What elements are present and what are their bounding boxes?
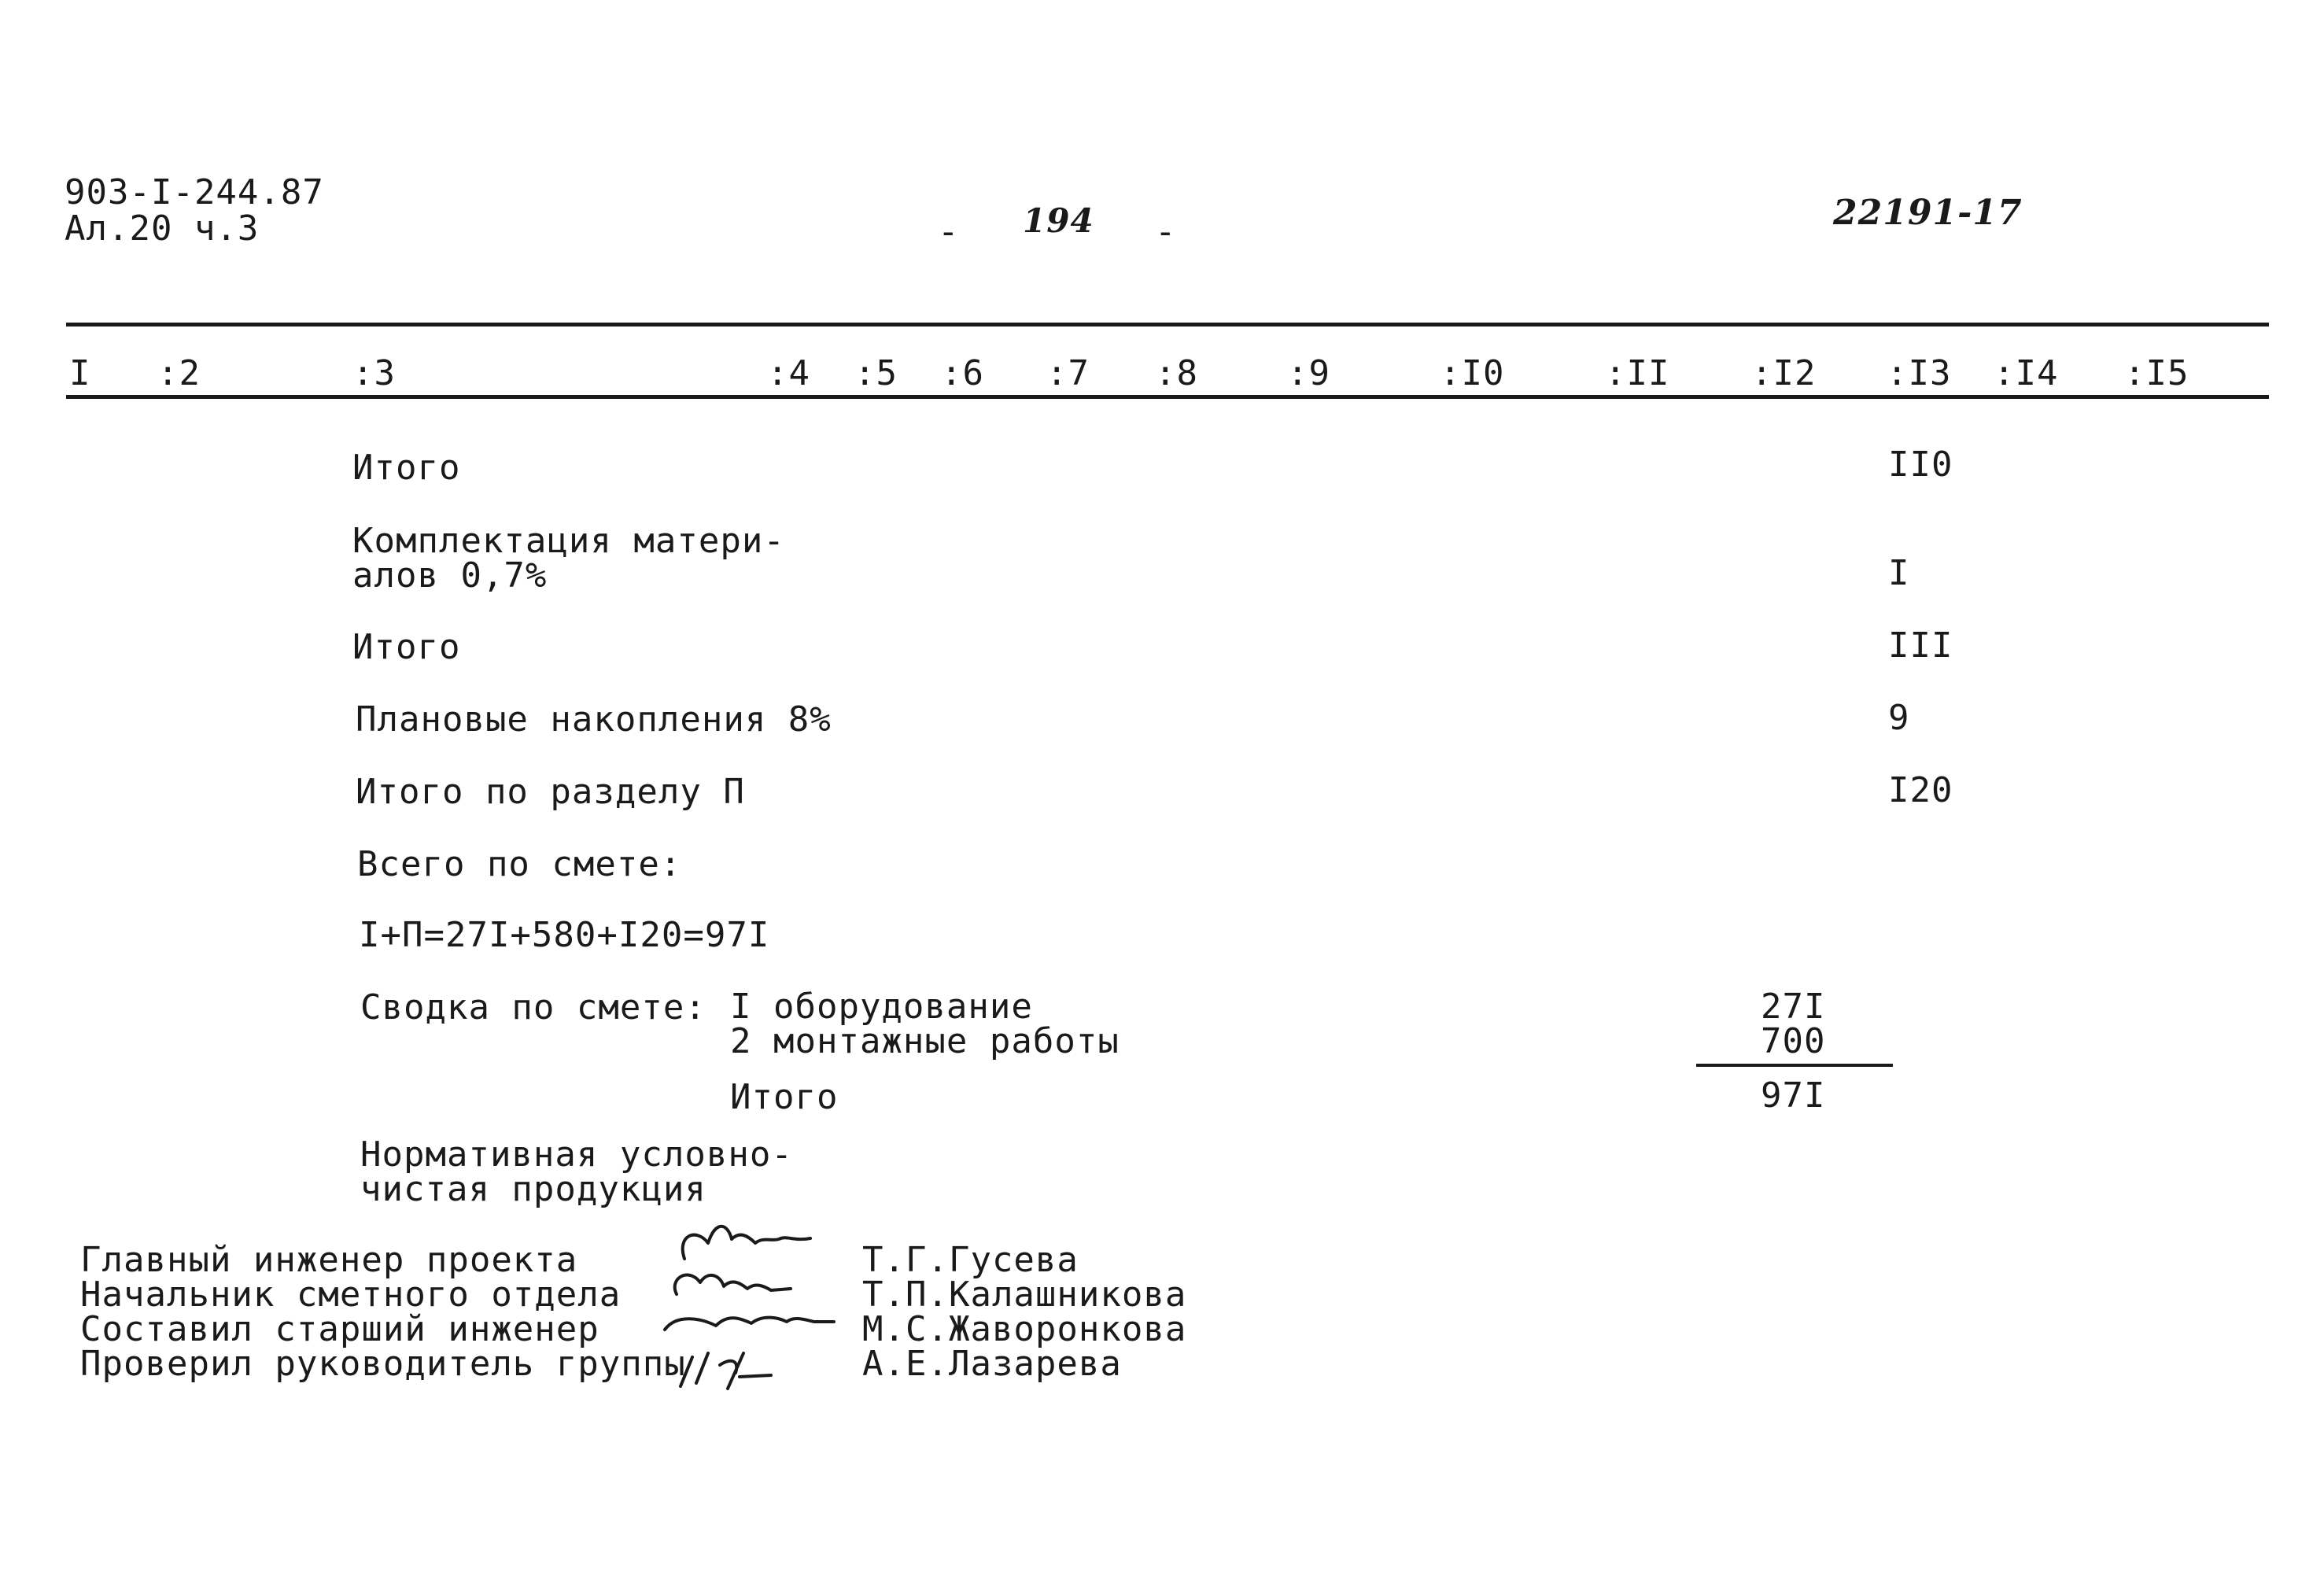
document-code: 903-I-244.87: [65, 172, 324, 212]
summary-item: I оборудование: [730, 987, 1033, 1027]
signature-name: А.Е.Лазарева: [862, 1344, 1122, 1384]
total-formula: I+П=27I+580+I20=97I: [359, 915, 770, 955]
summary-value: 700: [1761, 1021, 1826, 1061]
column-number: :6: [941, 353, 984, 393]
row-label: Плановые накопления 8%: [356, 699, 832, 740]
row-label: Комплектация матери-: [352, 521, 785, 561]
row-label: Всего по смете:: [357, 844, 682, 884]
summary-value: 27I: [1761, 987, 1826, 1027]
signature-name: М.С.Жаворонкова: [862, 1309, 1187, 1349]
summary-item: 2 монтажные работы: [730, 1021, 1120, 1061]
inventory-number: 22191-17: [1833, 193, 2023, 233]
normative-label: Нормативная условно-: [360, 1134, 793, 1175]
summary-total-value: 97I: [1761, 1075, 1826, 1116]
row-label: Итого по разделу П: [356, 772, 745, 812]
column-number: :8: [1155, 353, 1198, 393]
column-number: :I0: [1440, 353, 1505, 393]
column-number: :I5: [2124, 353, 2189, 393]
row-value: I: [1888, 553, 1910, 593]
column-number: :3: [352, 353, 396, 393]
signature-position: Составил старший инженер: [80, 1309, 599, 1349]
column-number: I: [69, 353, 91, 393]
top-rule: [66, 323, 2269, 326]
signature-position: Главный инженер проекта: [80, 1240, 578, 1280]
signature-name: Т.Г.Гусева: [862, 1240, 1079, 1280]
signature-name: Т.П.Калашникова: [862, 1275, 1187, 1315]
page-dash-right: -: [1155, 212, 1177, 252]
row-value: III: [1888, 625, 1953, 666]
handwritten-signatures: [653, 1204, 858, 1393]
album-label: Ал.20 ч.3: [65, 208, 260, 249]
summary-label: Сводка по смете:: [360, 987, 706, 1027]
normative-label: чистая продукция: [360, 1169, 706, 1209]
column-number: :7: [1046, 353, 1090, 393]
page-number: 194: [1023, 201, 1094, 240]
column-number: :5: [854, 353, 898, 393]
summary-rule: [1696, 1064, 1893, 1067]
row-label: Итого: [352, 448, 461, 488]
row-value: I20: [1888, 770, 1953, 810]
column-number: :4: [767, 353, 810, 393]
column-number: :I2: [1751, 353, 1817, 393]
column-number: :I3: [1887, 353, 1952, 393]
signature-position: Начальник сметного отдела: [80, 1275, 622, 1315]
row-label: Итого: [352, 627, 461, 667]
row-value: II0: [1888, 445, 1953, 485]
summary-total-label: Итого: [730, 1077, 839, 1117]
column-number: :I4: [1994, 353, 2059, 393]
row-value: 9: [1888, 698, 1910, 738]
row-label: алов 0,7%: [352, 555, 548, 596]
column-number: :II: [1605, 353, 1670, 393]
header-bottom-rule: [66, 395, 2269, 399]
page-dash-left: -: [938, 212, 960, 252]
signature-position: Проверил руководитель группы: [80, 1344, 686, 1384]
column-number: :9: [1287, 353, 1330, 393]
column-number: :2: [157, 353, 201, 393]
